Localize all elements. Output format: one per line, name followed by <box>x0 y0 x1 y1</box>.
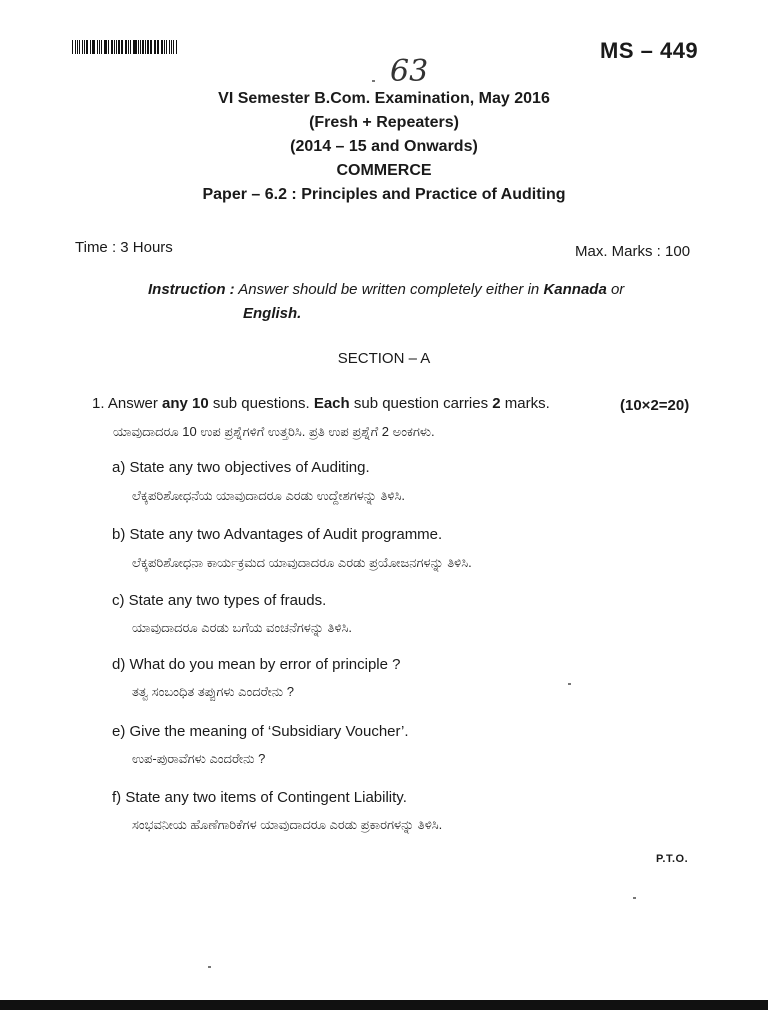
sub-question-c-kannada: ಯಾವುದಾದರೂ ಎರಡು ಬಗೆಯ ವಂಚನೆಗಳನ್ನು ತಿಳಿಸಿ. <box>132 620 353 635</box>
instruction <box>148 278 688 326</box>
scan-speck <box>568 683 571 685</box>
sub-question-a-kannada: ಲೆಕ್ಕಪರಿಶೋಧನೆಯ ಯಾವುದಾದರೂ ಎರಡು ಉದ್ದೇಶಗಳನ್ನು ತಿಳಿಸಿ. <box>132 488 406 503</box>
instruction-english: English. <box>243 305 302 322</box>
exam-title: VI Semester B.Com. Examination, May 2016 <box>218 90 550 107</box>
sub-question-e-kannada: ಉಪ-ಪುರಾವೆಗಳು ಎಂದರೇನು ? <box>132 751 266 766</box>
sub-question-c: c) State any two types of frauds. <box>112 592 327 609</box>
question-1 <box>92 395 550 412</box>
q1-text-c: sub question carries <box>349 395 493 412</box>
subject: COMMERCE <box>336 162 432 179</box>
sub-question-a: a) State any two objectives of Auditing. <box>112 459 370 476</box>
handwritten-number: 63 <box>390 54 429 89</box>
scan-speck <box>372 80 375 82</box>
sub-question-e: e) Give the meaning of ‘Subsidiary Voucher’. <box>112 723 409 740</box>
q1-bold-a: any 10 <box>162 395 209 412</box>
instruction-or: or <box>606 281 625 298</box>
sub-question-b: b) State any two Advantages of Audit programme. <box>112 526 443 543</box>
sub-question-d-kannada: ತತ್ವ ಸಂಬಂಧಿತ ತಪ್ಪುಗಳು ಎಂದರೇನು ? <box>132 684 294 699</box>
max-marks-label: Max. Marks : 100 <box>575 243 691 260</box>
sub-question-f-kannada: ಸಂಭವನೀಯ ಹೊಣೆಗಾರಿಕೆಗಳ ಯಾವುದಾದರೂ ಎರಡು ಪ್ರಕಾರಗಳನ್ನು ತಿಳಿಸಿ. <box>132 817 443 832</box>
pto-label: P.T.O. <box>656 853 689 865</box>
question-number: 1. <box>92 395 105 412</box>
exam-subtitle: (Fresh + Repeaters) <box>309 114 459 131</box>
scan-edge-bar <box>0 1000 768 1010</box>
sub-question-f: f) State any two items of Contingent Liability. <box>112 789 407 806</box>
sub-question-d: d) What do you mean by error of principle ? <box>112 656 401 673</box>
q1-bold-c: 2 <box>492 395 501 412</box>
q1-text-a: Answer <box>104 395 163 412</box>
paper-code: MS – 449 <box>600 38 699 63</box>
instruction-text: Answer should be written completely either in <box>234 281 544 298</box>
section-title: SECTION – A <box>337 350 431 367</box>
instruction-kannada: Kannada <box>543 281 607 298</box>
instruction-label: Instruction : <box>148 281 235 298</box>
question-marks: (10×2=20) <box>620 397 690 414</box>
question-1-kannada: ಯಾವುದಾದರೂ 10 ಉಪ ಪ್ರಶ್ನೆಗಳಿಗೆ ಉತ್ತರಿಸಿ. ಪ್ರತಿ ಉಪ ಪ್ರಶ್ನೆಗೆ 2 ಅಂಕಗಳು. <box>113 424 435 439</box>
exam-scheme: (2014 – 15 and Onwards) <box>290 138 478 155</box>
scan-speck <box>208 966 211 968</box>
q1-text-b: sub questions. <box>208 395 314 412</box>
sub-question-b-kannada: ಲೆಕ್ಕಪರಿಶೋಧನಾ ಕಾರ್ಯಕ್ರಮದ ಯಾವುದಾದರೂ ಎರಡು ಪ್ರಯೋಜನಗಳನ್ನು ತಿಳಿಸಿ. <box>132 555 472 570</box>
scan-speck <box>633 897 636 899</box>
q1-bold-b: Each <box>313 395 350 412</box>
q1-text-d: marks. <box>500 395 550 412</box>
paper-title: Paper – 6.2 : Principles and Practice of Auditing <box>202 186 566 203</box>
barcode <box>72 40 178 54</box>
time-label: Time : 3 Hours <box>75 239 173 256</box>
